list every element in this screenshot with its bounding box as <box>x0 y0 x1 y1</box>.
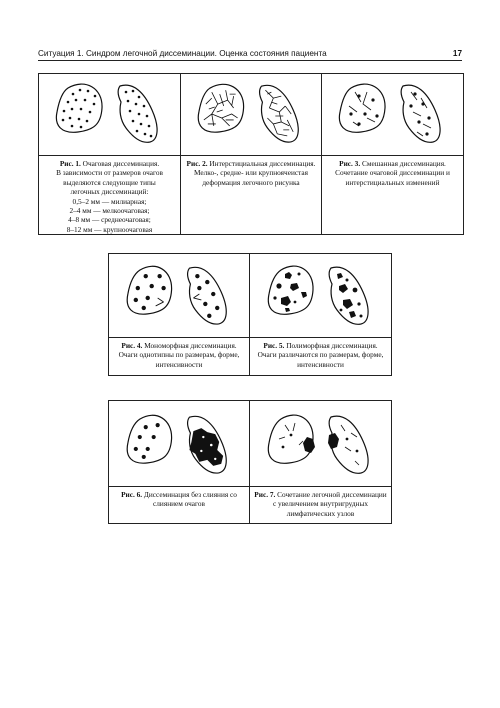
figure-5-caption <box>250 338 391 375</box>
figure-7-label: Рис. 7. <box>254 490 276 499</box>
header-rule <box>38 60 462 61</box>
figure-3-caption <box>322 156 463 187</box>
lung-polymorphic-dissemination-drawing <box>251 254 391 336</box>
lung-monomorphic-dissemination-drawing <box>110 254 249 336</box>
figure-7-caption <box>250 487 391 523</box>
figure-3-image <box>322 74 464 156</box>
figure-1-caption-cell <box>39 156 181 235</box>
figure-7-caption-text: Сочетание легочной диссеминации с увеличением внутригрудных лимфатических узлов <box>272 490 387 518</box>
lung-mixed-dissemination-drawing <box>323 74 463 154</box>
figure-5-caption-text: Полиморфная диссеминация. Очаги различаются по размерам, форме, интенсивности <box>257 341 384 369</box>
figure-1-image <box>39 74 181 156</box>
running-title: Ситуация 1. Синдром легочной диссеминации. Оценка состояния пациента <box>38 49 327 58</box>
figure-table-top <box>38 73 464 235</box>
figure-1-caption-text: Очаговая диссеминация. <box>82 159 160 168</box>
figure-table-bottom <box>108 400 392 524</box>
figure-2-label: Рис. 2. <box>186 159 208 168</box>
figure-1-label: Рис. 1. <box>59 159 81 168</box>
figure-2-caption-text: Интерстициальная диссеминация. Мелко-, средне- или крупноячеистая деформация легочного рисунка <box>194 159 316 187</box>
figure-6-caption-text: Диссеминация без слияния со слиянием очагов <box>143 490 237 509</box>
figure-4-caption-text: Мономорфная диссеминация. Очаги однотипны по размерам, форме, интенсивности <box>118 341 240 369</box>
figure-table-middle <box>108 253 392 376</box>
figure-3-caption-cell <box>322 156 464 235</box>
figure-5-image <box>250 254 392 338</box>
figure-2-caption-cell <box>181 156 322 235</box>
figure-7-caption-cell <box>250 487 392 524</box>
figure-1-caption-line: 0,5–2 мм — милиарная; <box>72 196 147 206</box>
figure-2-image <box>181 74 322 156</box>
figure-5-label: Рис. 5. <box>263 341 285 350</box>
lung-confluent-dissemination-drawing <box>110 401 249 485</box>
figure-1-caption-line: выделяются следующие типы <box>63 177 156 187</box>
figure-6-caption <box>109 487 249 509</box>
figure-4-label: Рис. 4. <box>121 341 143 350</box>
figure-4-caption-cell <box>109 338 250 376</box>
figure-5-caption-cell <box>250 338 392 376</box>
page-number: 17 <box>452 49 462 58</box>
lung-dissemination-lymph-node-drawing <box>251 401 391 485</box>
figure-6-label: Рис. 6. <box>121 490 143 499</box>
figure-7-image <box>250 401 392 487</box>
figure-4-image <box>109 254 250 338</box>
figure-1-caption <box>39 156 180 234</box>
page-header <box>38 49 462 61</box>
figure-1-caption-line: легочных диссеминаций: <box>70 187 149 197</box>
lung-focal-dissemination-drawing <box>40 74 180 154</box>
figure-1-caption-line: 2–4 мм — мелкоочаговая; <box>69 206 150 216</box>
figure-6-image <box>109 401 250 487</box>
figure-6-caption-cell <box>109 487 250 524</box>
figure-3-caption-text: Смешанная диссеминация. Сочетание очаговой диссеминации и интерстициальных изменений <box>335 159 450 187</box>
figure-3-label: Рис. 3. <box>339 159 361 168</box>
figure-1-caption-line: 8–12 мм — крупноочаговая <box>66 224 153 234</box>
figure-1-caption-line: В зависимости от размеров очагов <box>56 168 163 178</box>
figure-1-caption-line: 4–8 мм — среднеочаговая; <box>68 215 151 225</box>
lung-interstitial-dissemination-drawing <box>182 74 321 154</box>
figure-4-caption <box>109 338 249 375</box>
figure-2-caption <box>181 156 321 187</box>
